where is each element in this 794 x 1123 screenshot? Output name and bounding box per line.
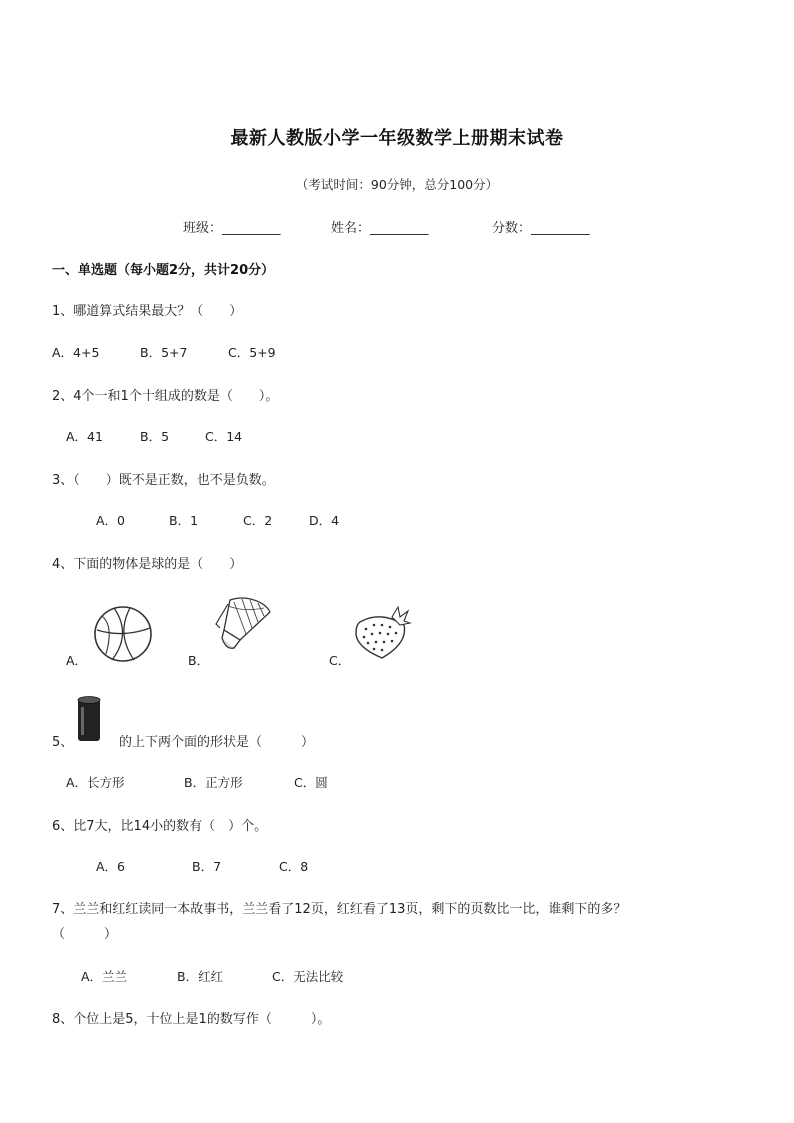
q4-option-a[interactable]: A． [66, 653, 88, 668]
q3-option-c[interactable]: C．2 [243, 513, 273, 528]
q3-option-b[interactable]: B．1 [169, 513, 199, 528]
class-field[interactable]: 班级：_________ [183, 221, 281, 236]
question-8: 8、个位上是5，十位上是1的数写作（ ）。 [52, 1012, 331, 1027]
question-3: 3、（ ）既不是正数，也不是负数。 [52, 473, 275, 488]
question-5: 的上下两个面的形状是（ ） [119, 735, 315, 750]
q5-option-a[interactable]: A．长方形 [66, 775, 125, 790]
question-6: 6、比7大，比14小的数有（ ）个。 [52, 819, 268, 834]
question-1: 1、哪道算式结果最大？（ ） [52, 304, 243, 319]
q4-option-c[interactable]: C． [329, 653, 351, 668]
q6-option-a[interactable]: A．6 [96, 859, 126, 874]
question-4: 4、下面的物体是球的是（ ） [52, 557, 243, 572]
strawberry-icon [352, 603, 412, 661]
shuttlecock-icon [214, 594, 274, 664]
q1-option-b[interactable]: B．5+7 [140, 345, 188, 360]
q2-option-c[interactable]: C．14 [205, 429, 243, 444]
q5-option-c[interactable]: C．圆 [294, 775, 328, 790]
q3-option-d[interactable]: D．4 [309, 513, 340, 528]
question-7: 7、兰兰和红红读同一本故事书，兰兰看了12页，红红看了13页，剩下的页数比一比，谁剩下的多？ [52, 902, 627, 917]
section-heading: 一、单选题（每小题2分，共计20分） [52, 263, 275, 278]
q5-option-b[interactable]: B．正方形 [184, 775, 243, 790]
question-7-blank: （ ） [52, 927, 118, 942]
question-2: 2、4个一和1个十组成的数是（ ）。 [52, 389, 279, 404]
q7-option-a[interactable]: A．兰兰 [81, 969, 128, 984]
q1-option-a[interactable]: A．4+5 [52, 345, 100, 360]
page-title: 最新人教版小学一年级数学上册期末试卷 [230, 128, 564, 149]
q2-option-a[interactable]: A．41 [66, 429, 103, 444]
question-5-prefix: 5、 [52, 735, 74, 750]
score-field[interactable]: 分数：_________ [492, 221, 590, 236]
q7-option-b[interactable]: B．红红 [177, 969, 224, 984]
exam-subtitle: （考试时间：90分钟，总分100分） [295, 177, 499, 192]
q3-option-a[interactable]: A．0 [96, 513, 126, 528]
q4-option-b[interactable]: B． [188, 653, 210, 668]
q6-option-c[interactable]: C．8 [279, 859, 309, 874]
q7-option-c[interactable]: C．无法比较 [272, 969, 344, 984]
cylinder-can-icon [76, 695, 102, 745]
q6-option-b[interactable]: B．7 [192, 859, 222, 874]
q1-option-c[interactable]: C．5+9 [228, 345, 276, 360]
name-field[interactable]: 姓名：_________ [331, 221, 429, 236]
q2-option-b[interactable]: B．5 [140, 429, 170, 444]
basketball-icon [92, 604, 154, 664]
